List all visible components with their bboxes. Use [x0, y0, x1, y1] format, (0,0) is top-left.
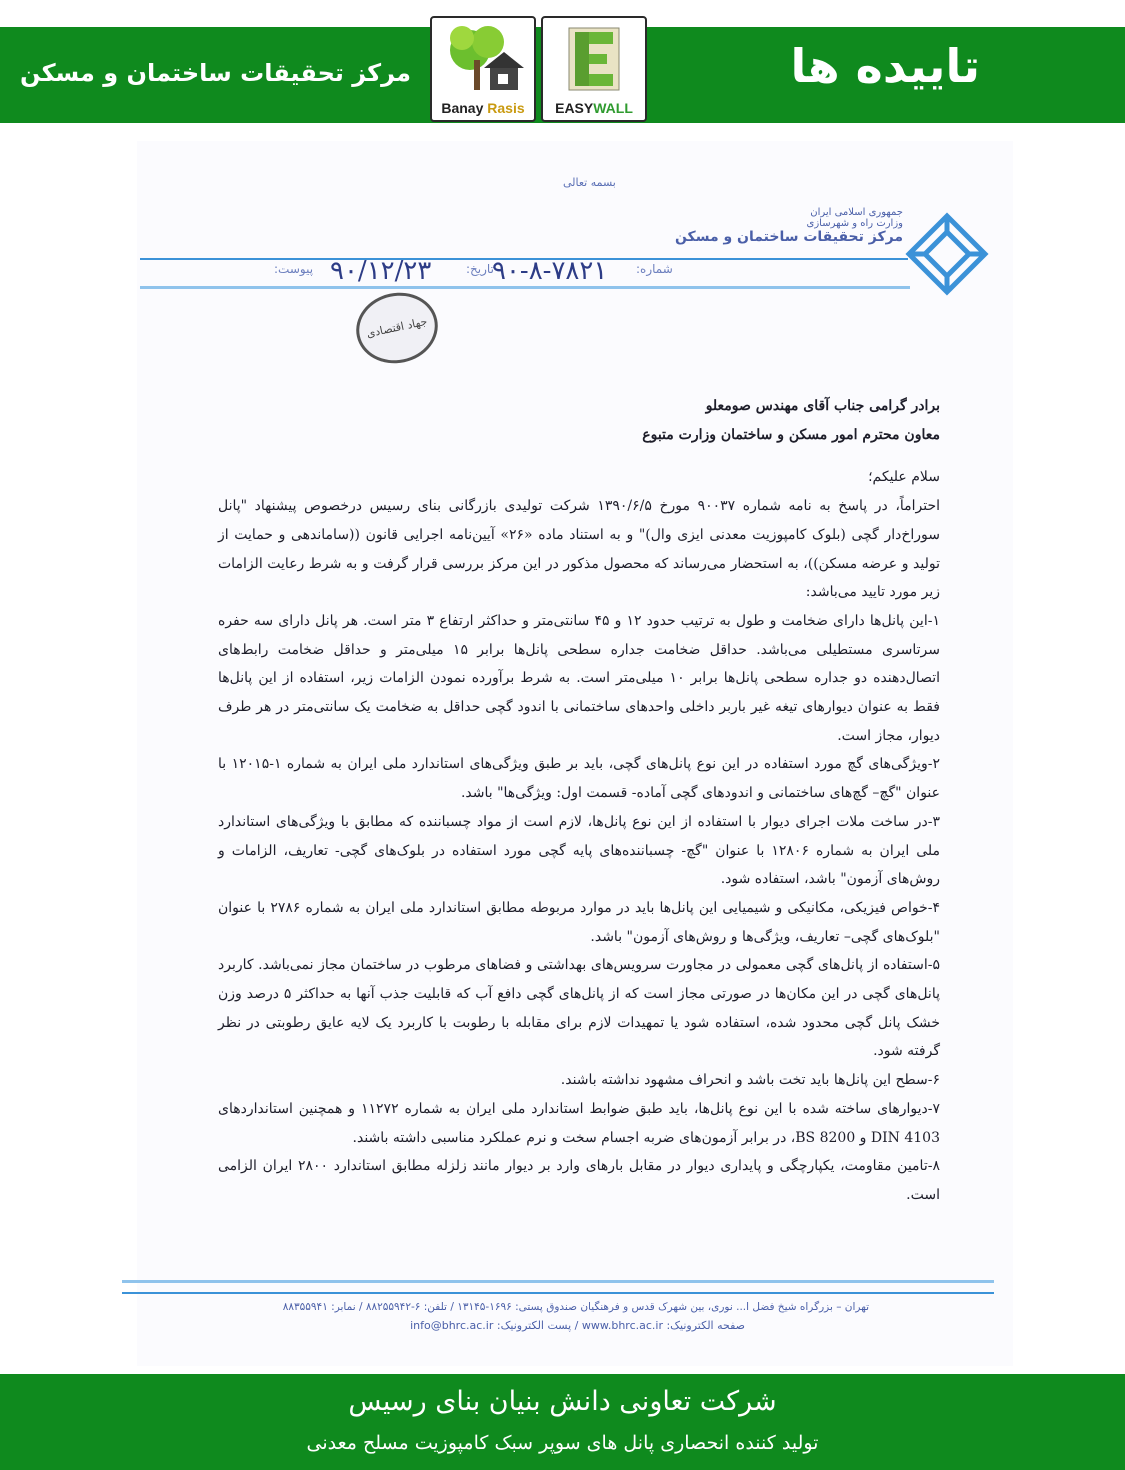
page-title: تاییده ها [790, 39, 980, 93]
greeting: سلام علیکم؛ [868, 469, 940, 486]
banay-rasis-label: Banay Rasis [441, 100, 525, 116]
attachment-label: پیوست: [274, 262, 314, 276]
letter-contact: صفحه الکترونیک: www.bhrc.ac.ir / پست الکترونیک: info@bhrc.ac.ir [410, 1319, 745, 1332]
org-line-1: جمهوری اسلامی ایران [810, 207, 903, 218]
number-label: شماره: [636, 262, 673, 276]
stamp-text: جهاد اقتصادی [365, 314, 429, 341]
tree-house-icon [440, 22, 528, 98]
letterhead-rule-light [140, 286, 910, 289]
recipient-line-2: معاون محترم امور مسکن و ساختمان وزارت متبوع [642, 426, 940, 443]
intro-paragraph: احتراماً، در پاسخ به نامه شماره ۹۰۰۳۷ مورخ ۱۳۹۰/۶/۵ شرکت تولیدی بازرگانی بنای رسیس درخصوص پیشنهاد "پانل سوراخ‌دار گچی (بلوک کامپوزیت معدنی ایزی وال)" و به استناد ماده «۲۶» آیین‌نامه اجرایی قانون ((ساماندهی و حمایت از تولید و عرضه مسکن))، به استحضار می‌رساند که محصول مذکور در این مرکز بررسی قرار گرفت و به شرط رعایت الزامات زیر مورد تایید می‌باشد: [218, 498, 940, 601]
number-value: ۹۰-۸-۷۸۲۱ [492, 256, 608, 286]
footer-rule-light [122, 1280, 994, 1283]
date-value: ۹۰/۱۲/۲۳ [330, 256, 432, 286]
footer-band [0, 1374, 1125, 1470]
requirement-item: ۲-ویژگی‌های گچ مورد استفاده در این نوع پانل‌های گچی، باید بر طبق ویژگی‌های استاندارد ملی ایران به شماره ۱-۱۲۰۱۵ با عنوان "گچ– گچ‌های ساختمانی و اندودهای گچی آماده- قسمت اول: ویژگی‌ها" باشد. [218, 756, 940, 802]
easywall-label: EASYWALL [555, 100, 633, 116]
requirement-item: ۷-دیوارهای ساخته شده با این نوع پانل‌ها، باید طبق ضوابط استاندارد ملی ایران به شماره ۱۱۲۷۲ و همچنین استانداردهای DIN 4103 و BS 8200، در برابر آزمون‌های ضربه اجسام سخت و نرم عملکرد مناسبی داشته باشند. [218, 1100, 940, 1146]
banay-rasis-logo [430, 16, 536, 122]
recipient-line-1: برادر گرامی جناب آقای مهندس صومعلو [705, 398, 940, 414]
requirement-item: ۶-سطح این پانل‌ها باید تخت باشد و انحراف مشهود نداشته باشند. [560, 1072, 940, 1089]
company-name: شرکت تعاونی دانش بنیان بنای رسیس [348, 1386, 777, 1417]
letter-address: تهران – بزرگراه شیخ فضل ا... نوری، بین شهرک قدس و فرهنگیان صندوق پستی: ۱۶۹۶-۱۳۱۴۵ / تلفن: ۶-۸۸۲۵۵۹۴۲ / نمابر: ۸۸۳۵۵۹۴۱ [282, 1301, 869, 1313]
requirement-item: ۳-در ساخت ملات اجرای دیوار با استفاده از این نوع پانل‌ها، لازم است از مواد چسباننده که مطابق با ویژگی‌های استاندارد ملی ایران به شماره ۱۲۸۰۶ با عنوان "گچ- چسباننده‌های پایه گچی مورد استفاده در بلوک‌های گچی- تعاریف، الزامات و روش‌های آزمون" باشد، استفاده شود. [218, 813, 941, 888]
requirement-item: ۱-این پانل‌ها دارای ضخامت و طول به ترتیب حدود ۱۲ و ۴۵ سانتی‌متر و حداکثر ارتفاع ۳ متر است. هر پانل دارای سه حفره سرتاسری مستطیلی می‌باشد. حداقل ضخامت جداره سطحی پانل‌ها برابر ۱۵ میلی‌متر و حداقل ضخامت رابط‌های اتصال‌دهنده دو جداره سطحی پانل‌ها برابر ۱۰ میلی‌متر است. به شرط برآورده نمودن الزامات زیر، استفاده از این پانل‌ها فقط به عنوان دیوارهای تیغه غیر باربر داخلی واحدهای ساختمانی با اندود گچی حداقل به ضخامت یک سانتی‌متر در هر طرف دیوار، مجاز است. [218, 612, 940, 744]
basmala: بسمه تعالی [563, 176, 616, 189]
bhrc-emblem-icon [905, 212, 989, 312]
footer-rule [122, 1292, 994, 1294]
easywall-logo [541, 16, 647, 122]
panel-block-icon [551, 22, 639, 98]
requirement-item: ۵-استفاده از پانل‌های گچی معمولی در مجاورت سرویس‌های بهداشتی و فضاهای مرطوب در ساختمان مجاز نمی‌باشد. کاربرد پانل‌های گچی در این مکان‌ها در صورتی مجاز است که از پانل‌های گچی دافع آب که قابلیت جذب آنها به حداکثر ۵ درصد وزن خشک پانل گچی محدود شده، استفاده شود یا تمهیدات لازم برای مقابله با رطوبت با کاربرد یک لایه عایق رطوبتی در نظر گرفته شود. [218, 957, 940, 1060]
requirement-item: ۴-خواص فیزیکی، مکانیکی و شیمیایی این پانل‌ها باید در موارد مربوطه مطابق استاندارد ملی ایران به شماره ۲۷۸۶ با عنوان "بلوک‌های گچی– تعاریف، ویژگی‌ها و روش‌های آزمون" باشد. [218, 899, 940, 945]
org-name: مرکز تحقیقات ساختمان و مسکن [20, 59, 411, 87]
requirement-item: ۸-تامین مقاومت، یکپارچگی و پایداری دیوار در مقابل بارهای وارد بر دیوار مانند زلزله مطابق استاندارد ۲۸۰۰ ایران الزامی است. [218, 1158, 940, 1203]
org-line-2: وزارت راه و شهرسازی [806, 218, 903, 229]
letterhead-org [675, 207, 903, 245]
org-line-3: مرکز تحقیقات ساختمان و مسکن [674, 229, 903, 245]
letter-body [218, 392, 940, 1210]
company-tagline: تولید کننده انحصاری پانل های سوپر سبک کامپوزیت مسلح معدنی [306, 1432, 819, 1454]
date-label: تاریخ: [466, 262, 494, 276]
